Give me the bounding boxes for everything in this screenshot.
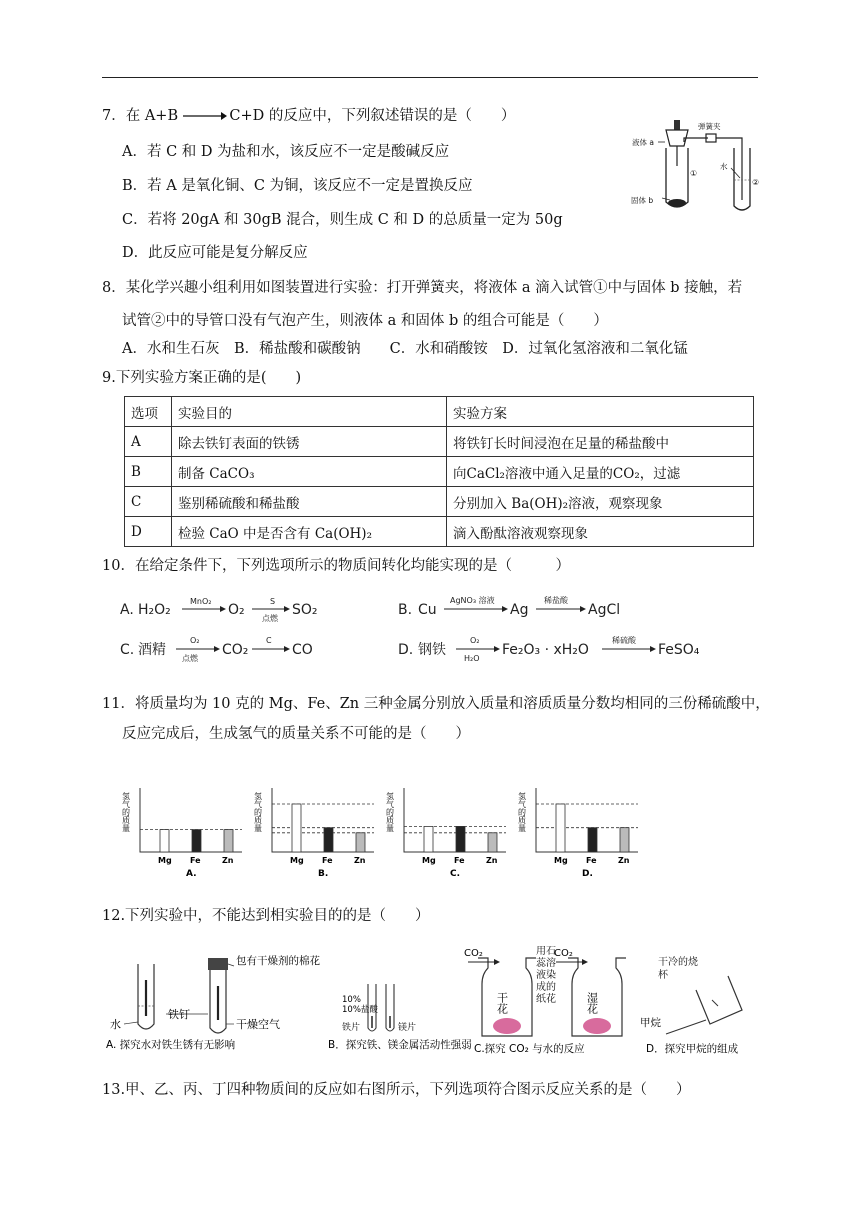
apparatus-diagram bbox=[628, 118, 763, 218]
q11-panel bbox=[386, 788, 507, 878]
q11-panel bbox=[518, 788, 639, 878]
q11-metal-label: Zn bbox=[618, 856, 630, 865]
q12-c-note-box bbox=[536, 946, 568, 1026]
q12-experiment-d bbox=[640, 956, 742, 1055]
q8-stem-line2: 试管②中的导管口没有气泡产生，则液体 a 和固体 b 的组合可能是（ ） bbox=[122, 313, 608, 329]
table-row bbox=[125, 487, 754, 517]
q12-b-acid1-text: 10%盐酸 bbox=[342, 1005, 378, 1015]
table-cell: 滴入酚酞溶液观察现象 bbox=[447, 517, 754, 547]
q11-bar-mg bbox=[160, 830, 169, 852]
arrow-icon bbox=[494, 959, 500, 965]
q12-c-co2a-label: CO₂ bbox=[464, 948, 483, 959]
q12-experiment-c bbox=[464, 946, 626, 1055]
q7-option-d: D．此反应可能是复分解反应 bbox=[122, 245, 308, 261]
q11-panel-label: C. bbox=[450, 869, 461, 878]
q7-stem-left: 7．在 A+B bbox=[102, 108, 179, 124]
q12-d-methane-label: 甲烷 bbox=[640, 1017, 661, 1029]
cotton-plug-icon bbox=[208, 958, 228, 970]
q11-metal-label: Fe bbox=[190, 856, 201, 865]
q10-options bbox=[118, 588, 758, 668]
q12-d-caption: D．探究甲烷的组成 bbox=[646, 1043, 739, 1055]
table-row bbox=[125, 517, 754, 547]
paper-flower-icon bbox=[493, 1018, 521, 1034]
q10-stem: 10．在给定条件下，下列选项所示的物质间转化均能实现的是（ ） bbox=[102, 558, 570, 574]
q11-metal-label: Mg bbox=[422, 856, 436, 865]
q10-c-c1bot: 点燃 bbox=[182, 654, 198, 663]
q11-panel-label: D. bbox=[582, 869, 593, 878]
q10-d-label: D. bbox=[398, 642, 414, 658]
q10-b-s3: AgCl bbox=[588, 602, 621, 618]
q10-d-s1: 钢铁 bbox=[418, 642, 446, 658]
q8-options: A．水和生石灰 B．稀盐酸和碳酸钠 C．水和硝酸铵 D．过氧化氢溶液和二氧化锰 bbox=[122, 341, 688, 357]
arrow-icon bbox=[502, 606, 508, 612]
q12-a-nail-label: 铁钉 bbox=[168, 1008, 190, 1021]
arrow-icon bbox=[220, 606, 226, 612]
q11-bar-panels bbox=[118, 772, 648, 878]
q11-panel-label: B. bbox=[318, 869, 329, 878]
q10-b-label: B. bbox=[398, 602, 413, 618]
q12-experiment-a bbox=[106, 954, 320, 1051]
q10-c-c2top: C bbox=[266, 636, 272, 645]
q11-bar-fe bbox=[324, 828, 333, 852]
q11-stem-line1: 11．将质量均为 10 克的 Mg、Fe、Zn 三种金属分别放入质量和溶质质量分数均相同的三份稀硫酸中， bbox=[102, 696, 770, 712]
beaker-icon bbox=[696, 976, 742, 1024]
q11-bar-zn bbox=[488, 833, 497, 852]
paper-flower-icon bbox=[583, 1018, 611, 1034]
q11-ylabel: 氢气的质量 bbox=[121, 792, 131, 832]
q13-stem: 13.甲、乙、丙、丁四种物质间的反应如右图所示，下列选项符合图示反应关系的是（ ） bbox=[102, 1082, 691, 1098]
arrow-icon bbox=[284, 606, 290, 612]
table-row bbox=[125, 427, 754, 457]
q10-d-s2: Fe₂O₃ · xH₂O bbox=[502, 642, 589, 658]
arrow-icon bbox=[284, 646, 290, 652]
q11-metal-label: Fe bbox=[454, 856, 465, 865]
table-cell: A bbox=[125, 427, 172, 457]
q12-c-co2b-label: CO₂ bbox=[554, 948, 573, 959]
q11-bar-zn bbox=[356, 833, 365, 852]
solid-label: 固体 b bbox=[631, 196, 654, 205]
solid-b-icon bbox=[668, 199, 686, 207]
q7-option-c: C．若将 20gA 和 30gB 混合，则生成 C 和 D 的总质量一定为 50g bbox=[122, 212, 563, 228]
q12-b-acid1-label: 10% bbox=[342, 995, 361, 1005]
tube2-label: ② bbox=[752, 178, 760, 187]
reaction-arrow-icon bbox=[181, 110, 227, 122]
q10-c-label: C. bbox=[120, 642, 135, 658]
q10-c-s3: CO bbox=[292, 642, 313, 658]
q10-a-label: A. bbox=[120, 602, 134, 618]
q10-b-s1: Cu bbox=[418, 602, 437, 618]
q11-stem-line2: 反应完成后，生成氢气的质量关系不可能的是（ ） bbox=[122, 726, 470, 742]
q12-a-cotton-label: 包有干燥剂的棉花 bbox=[236, 955, 320, 967]
q7-stem-right: C+D 的反应中，下列叙述错误的是（ ） bbox=[229, 108, 516, 124]
dropper-bulb-icon bbox=[674, 120, 680, 130]
q11-bar-mg bbox=[556, 804, 565, 852]
q12-d-beaker-box bbox=[658, 956, 702, 990]
q11-bar-fe bbox=[588, 828, 597, 852]
q11-bar-zn bbox=[224, 830, 233, 852]
q9-stem: 9.下列实验方案正确的是( ) bbox=[102, 370, 302, 386]
q11-metal-label: Mg bbox=[290, 856, 304, 865]
table-cell: 检验 CaO 中是否含有 Ca(OH)₂ bbox=[172, 517, 447, 547]
table-cell: 制备 CaCO₃ bbox=[172, 457, 447, 487]
q10-d-s3: FeSO₄ bbox=[658, 642, 700, 658]
q12-experiments bbox=[106, 944, 746, 1064]
q10-b-s2: Ag bbox=[510, 602, 529, 618]
q12-b-caption: B．探究铁、镁金属活动性强弱 bbox=[328, 1039, 472, 1051]
table-cell: 向CaCl₂溶液中通入足量的CO₂，过滤 bbox=[447, 457, 754, 487]
table-row bbox=[125, 457, 754, 487]
q11-bar-mg bbox=[292, 804, 301, 852]
q12-b-mg-label: 镁片 bbox=[398, 1023, 417, 1033]
q11-metal-label: Zn bbox=[486, 856, 498, 865]
q10-b-c1: AgNO₃ 溶液 bbox=[450, 596, 495, 605]
q11-bar-mg bbox=[424, 826, 433, 852]
arrow-icon bbox=[650, 646, 656, 652]
table-row bbox=[125, 397, 754, 427]
q12-c-caption: C.探究 CO₂ 与水的反应 bbox=[474, 1043, 585, 1055]
q10-a-s1: H₂O₂ bbox=[138, 602, 171, 618]
q12-a-water-label: 水 bbox=[110, 1018, 121, 1031]
q10-a-c2bot: 点燃 bbox=[262, 614, 278, 623]
table-cell: 鉴别稀硫酸和稀盐酸 bbox=[172, 487, 447, 517]
q8-stem-line1: 8．某化学兴趣小组利用如图装置进行实验：打开弹簧夹，将液体 a 滴入试管①中与固体 b 接触，若 bbox=[102, 280, 743, 296]
q11-bar-fe bbox=[456, 826, 465, 852]
q10-c-s2: CO₂ bbox=[222, 642, 249, 658]
q11-metal-label: Mg bbox=[158, 856, 172, 865]
q7-option-b: B．若 A 是氧化铜、C 为铜，该反应不一定是置换反应 bbox=[122, 178, 473, 194]
q11-ylabel: 氢气的质量 bbox=[517, 792, 527, 832]
q7-option-a: A．若 C 和 D 为盐和水，该反应不一定是酸碱反应 bbox=[122, 144, 450, 160]
arrow-icon bbox=[494, 646, 500, 652]
table-cell: 将铁钉长时间浸泡在足量的稀盐酸中 bbox=[447, 427, 754, 457]
q10-a-s3: SO₂ bbox=[292, 602, 318, 618]
table-cell: 除去铁钉表面的铁锈 bbox=[172, 427, 447, 457]
q11-panel bbox=[122, 788, 243, 878]
q12-stem: 12.下列实验中，不能达到相实验目的的是（ ） bbox=[102, 908, 430, 924]
clip-label: 弹簧夹 bbox=[698, 122, 721, 131]
header-rule bbox=[102, 77, 758, 78]
q11-metal-label: Mg bbox=[554, 856, 568, 865]
q12-experiment-b bbox=[328, 984, 472, 1051]
q12-b-fe-label: 铁片 bbox=[342, 1023, 361, 1033]
q11-bar-zn bbox=[620, 828, 629, 852]
q10-c-s1: 酒精 bbox=[138, 642, 166, 658]
q10-a-c2top: S bbox=[270, 597, 276, 606]
q11-metal-label: Zn bbox=[354, 856, 366, 865]
table-header-cell: 选项 bbox=[125, 397, 172, 427]
q11-ylabel: 氢气的质量 bbox=[253, 792, 263, 832]
q10-d-c2top: 稀硫酸 bbox=[612, 636, 636, 645]
q11-metal-label: Fe bbox=[586, 856, 597, 865]
q12-a-caption: A. 探究水对铁生锈有无影响 bbox=[106, 1039, 236, 1051]
arrow-icon bbox=[214, 646, 220, 652]
table-cell: 分别加入 Ba(OH)₂溶液，观察现象 bbox=[447, 487, 754, 517]
q10-d-c1top: O₂ bbox=[470, 636, 480, 645]
table-cell: D bbox=[125, 517, 172, 547]
q10-d-c1bot: H₂O bbox=[464, 654, 480, 663]
q11-metal-label: Zn bbox=[222, 856, 234, 865]
gas-tube-icon bbox=[666, 1020, 706, 1034]
q11-bar-fe bbox=[192, 830, 201, 852]
table-cell: B bbox=[125, 457, 172, 487]
q11-ylabel: 氢气的质量 bbox=[385, 792, 395, 832]
table-cell: C bbox=[125, 487, 172, 517]
q12-c-wet-label: 湿花 bbox=[585, 992, 599, 1014]
water-label: 水 bbox=[720, 162, 728, 171]
q11-metal-label: Fe bbox=[322, 856, 333, 865]
arrow-icon bbox=[580, 606, 586, 612]
q10-c-c1top: O₂ bbox=[190, 636, 200, 645]
table-header-cell: 实验目的 bbox=[172, 397, 447, 427]
liquid-label: 液体 a bbox=[632, 138, 654, 147]
q11-panel-label: A. bbox=[186, 869, 197, 878]
arrow-icon bbox=[582, 959, 588, 965]
q7-stem bbox=[102, 106, 515, 126]
q12-a-dryair-label: 干燥空气 bbox=[236, 1018, 280, 1031]
q9-table bbox=[124, 396, 754, 547]
q10-a-s2: O₂ bbox=[228, 602, 245, 618]
q11-panel bbox=[254, 788, 375, 878]
q12-c-note: 用石蕊溶液染成的纸花 bbox=[536, 946, 556, 1005]
q12-c-dry-label: 干花 bbox=[495, 992, 509, 1014]
table-header-cell: 实验方案 bbox=[447, 397, 754, 427]
q10-a-c1: MnO₂ bbox=[190, 597, 212, 606]
tube1-label: ① bbox=[690, 169, 698, 178]
q12-d-beaker-label: 干冷的烧杯 bbox=[658, 957, 698, 981]
q10-b-c2top: 稀盐酸 bbox=[544, 596, 568, 605]
